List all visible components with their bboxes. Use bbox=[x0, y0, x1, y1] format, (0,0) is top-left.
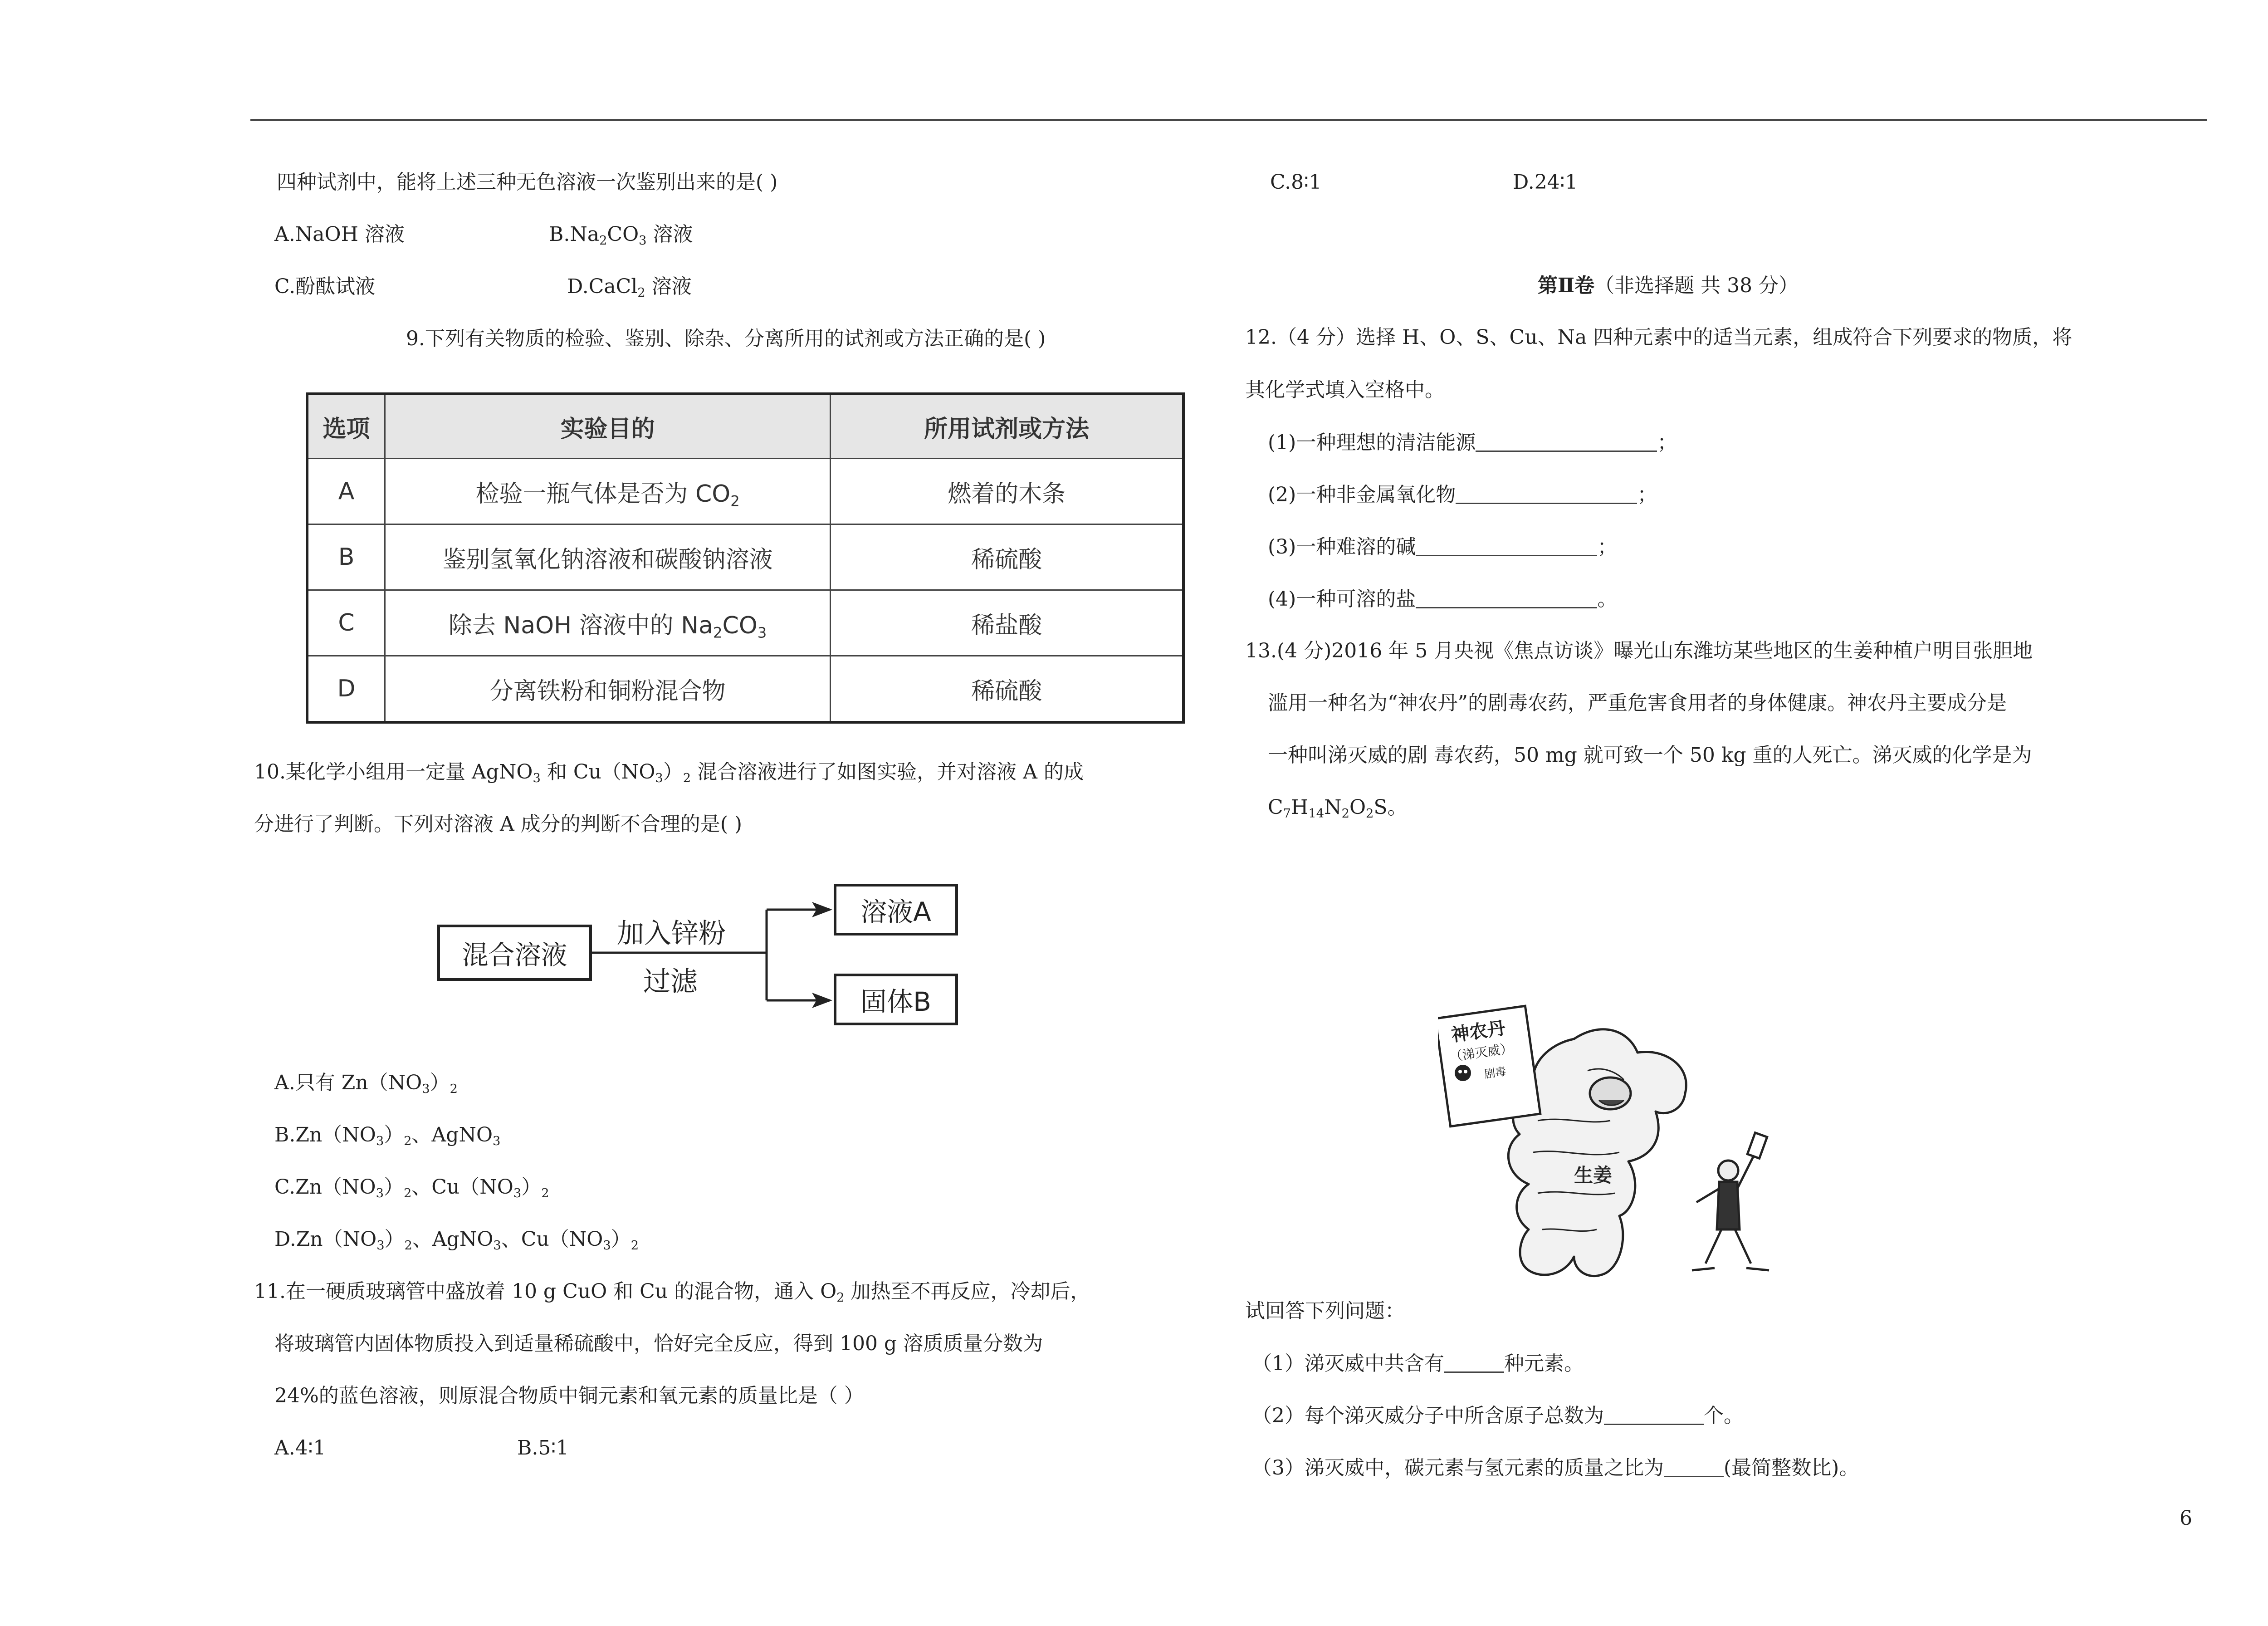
answer-blank[interactable] bbox=[1416, 589, 1597, 608]
flow-box-solid-b: 固体B bbox=[834, 974, 958, 1025]
table-cell-option: D bbox=[307, 656, 385, 723]
table-cell-option: B bbox=[307, 524, 385, 590]
answer-blank[interactable] bbox=[1456, 485, 1637, 504]
q13-question-2: （2）每个涕灭威分子中所含原子总数为 个。 bbox=[1252, 1404, 1744, 1427]
q12-line2: 其化学式填入空格中。 bbox=[1245, 378, 1445, 402]
q13-formula: $C_7H_{14}N_2O_2S$。 bbox=[1268, 796, 1408, 821]
q11-option-c: C.8∶1 bbox=[1270, 171, 1322, 194]
table-cell-purpose: 分离铁粉和铜粉混合物 bbox=[385, 656, 831, 723]
table-cell-option: A bbox=[307, 459, 385, 524]
table-cell-method: 稀硫酸 bbox=[831, 524, 1183, 590]
q9-stem: 9.下列有关物质的检验、鉴别、除杂、分离所用的试剂或方法正确的是( ) bbox=[406, 327, 1046, 350]
q13-line2: 滥用一种名为“神农丹”的剧毒农药，严重危害食用者的身体健康。神农丹主要成分是 bbox=[1268, 691, 2007, 715]
man-head bbox=[1718, 1161, 1738, 1180]
q11-line3: 24%的蓝色溶液，则原混合物质中铜元素和氧元素的质量比是（ ） bbox=[274, 1384, 864, 1407]
table-cell-option: C bbox=[307, 590, 385, 656]
q10-option-b: $B.Zn(NO_3)_2$、AgNO$_3$ bbox=[274, 1123, 501, 1149]
q13-line3: 一种叫涕灭威的剧 毒农药，50 mg 就可致一个 50 kg 重的人死亡。涕灭威的化学是为 bbox=[1268, 744, 2032, 767]
q11-line1: 11.在一硬质玻璃管中盛放着 10 g CuO 和 Cu 的混合物，通入 $O_2$ 加热至不再反应，冷却后， bbox=[254, 1280, 1090, 1305]
answer-blank[interactable] bbox=[1664, 1458, 1724, 1477]
table-cell-purpose: 除去 NaOH 溶液中的 $Na_2CO_3$ bbox=[385, 590, 831, 656]
man-body bbox=[1717, 1182, 1740, 1229]
q10-option-c: $C.Zn(NO_3)_2$、$Cu(NO_3)_2$ bbox=[274, 1175, 549, 1201]
q8-stem: 四种试剂中，能将上述三种无色溶液一次鉴别出来的是( ) bbox=[277, 171, 778, 194]
table-cell-method: 稀盐酸 bbox=[831, 590, 1183, 656]
q8-option-a: A.NaOH 溶液 bbox=[274, 223, 405, 246]
q8-option-b: $B.Na_2CO_3$ 溶液 bbox=[549, 223, 693, 248]
q12-item-2: (2)一种非金属氧化物 ； bbox=[1268, 483, 1657, 506]
flow-label-add-zinc: 加入锌粉 bbox=[617, 918, 726, 950]
q13-line1: 13.(4 分)2016 年 5 月央视《焦点访谈》曝光山东潍坊某些地区的生姜种植户明目张胆地 bbox=[1245, 639, 2033, 662]
answer-blank[interactable] bbox=[1416, 537, 1597, 556]
table-header: 实验目的 bbox=[385, 394, 831, 459]
sign-title: 神农丹 bbox=[1450, 1018, 1507, 1046]
q13-question-1: （1）涕灭威中共含有 种元素。 bbox=[1252, 1352, 1584, 1375]
table-cell-purpose: 检验一瓶气体是否为 $CO_2$ bbox=[385, 459, 831, 524]
table-cell-method: 燃着的木条 bbox=[831, 459, 1183, 524]
page-number: 6 bbox=[2180, 1507, 2192, 1530]
sign-subtitle: （涕灭威） bbox=[1449, 1041, 1514, 1065]
skull-icon bbox=[1455, 1065, 1471, 1081]
q8-option-c: C.酚酞试液 bbox=[274, 275, 376, 298]
ginger-label: 生姜 bbox=[1574, 1164, 1613, 1186]
q11-option-d: D.24∶1 bbox=[1513, 171, 1578, 194]
table-header: 选项 bbox=[307, 394, 385, 459]
q12-item-4: (4)一种可溶的盐 。 bbox=[1268, 588, 1618, 611]
q12-line1: 12.（4 分）选择 H、O、S、Cu、Na 四种元素中的适当元素，组成符合下列要求的物质，将 bbox=[1245, 326, 2072, 349]
answer-blank[interactable] bbox=[1444, 1353, 1504, 1373]
q10-option-d: $D.Zn(NO_3)_2$、AgNO$_3$、$Cu(NO_3)_2$ bbox=[274, 1228, 639, 1253]
q11-option-a: A.4∶1 bbox=[274, 1436, 326, 1459]
table-cell-method: 稀硫酸 bbox=[831, 656, 1183, 723]
section-title: 第Ⅱ卷（非选择题 共 38 分） bbox=[1538, 274, 1799, 297]
q10-line2: 分进行了判断。下列对溶液 A 成分的判断不合理的是( ) bbox=[254, 813, 743, 836]
q12-item-3: (3)一种难溶的碱 ； bbox=[1268, 535, 1618, 558]
table-cell-purpose: 鉴别氢氧化钠溶液和碳酸钠溶液 bbox=[385, 524, 831, 590]
flow-box-mixed-solution: 混合溶液 bbox=[437, 925, 592, 981]
q8-option-d: D.CaCl$_2$ 溶液 bbox=[567, 275, 692, 300]
table-header: 所用试剂或方法 bbox=[831, 394, 1183, 459]
q11-line2: 将玻璃管内固体物质投入到适量稀硫酸中，恰好完全反应，得到 100 g 溶质质量分数为 bbox=[274, 1332, 1043, 1355]
q10-line1: 10.某化学小组用一定量 AgNO$_3$ 和 $Cu(NO_3)_2$ 混合溶液进行了如图实验，并对溶液 A 的成 bbox=[254, 760, 1084, 786]
q13-prompt: 试回答下列问题： bbox=[1245, 1299, 1405, 1322]
answer-blank[interactable] bbox=[1604, 1406, 1704, 1425]
q11-option-b: B.5∶1 bbox=[517, 1436, 569, 1459]
answer-blank[interactable] bbox=[1476, 432, 1657, 452]
q10-option-a: A.只有 $Zn(NO_3)_2$ bbox=[274, 1071, 458, 1097]
ginger-cartoon-illustration bbox=[1438, 1003, 1783, 1302]
q13-question-3: （3）涕灭威中，碳元素与氢元素的质量之比为 (最简整数比)。 bbox=[1252, 1456, 1859, 1479]
flow-label-filter: 过滤 bbox=[643, 966, 698, 998]
sign-label: 剧毒 bbox=[1483, 1065, 1507, 1081]
q12-item-1: (1)一种理想的清洁能源 ； bbox=[1268, 431, 1677, 454]
flow-box-solution-a: 溶液A bbox=[834, 884, 958, 935]
